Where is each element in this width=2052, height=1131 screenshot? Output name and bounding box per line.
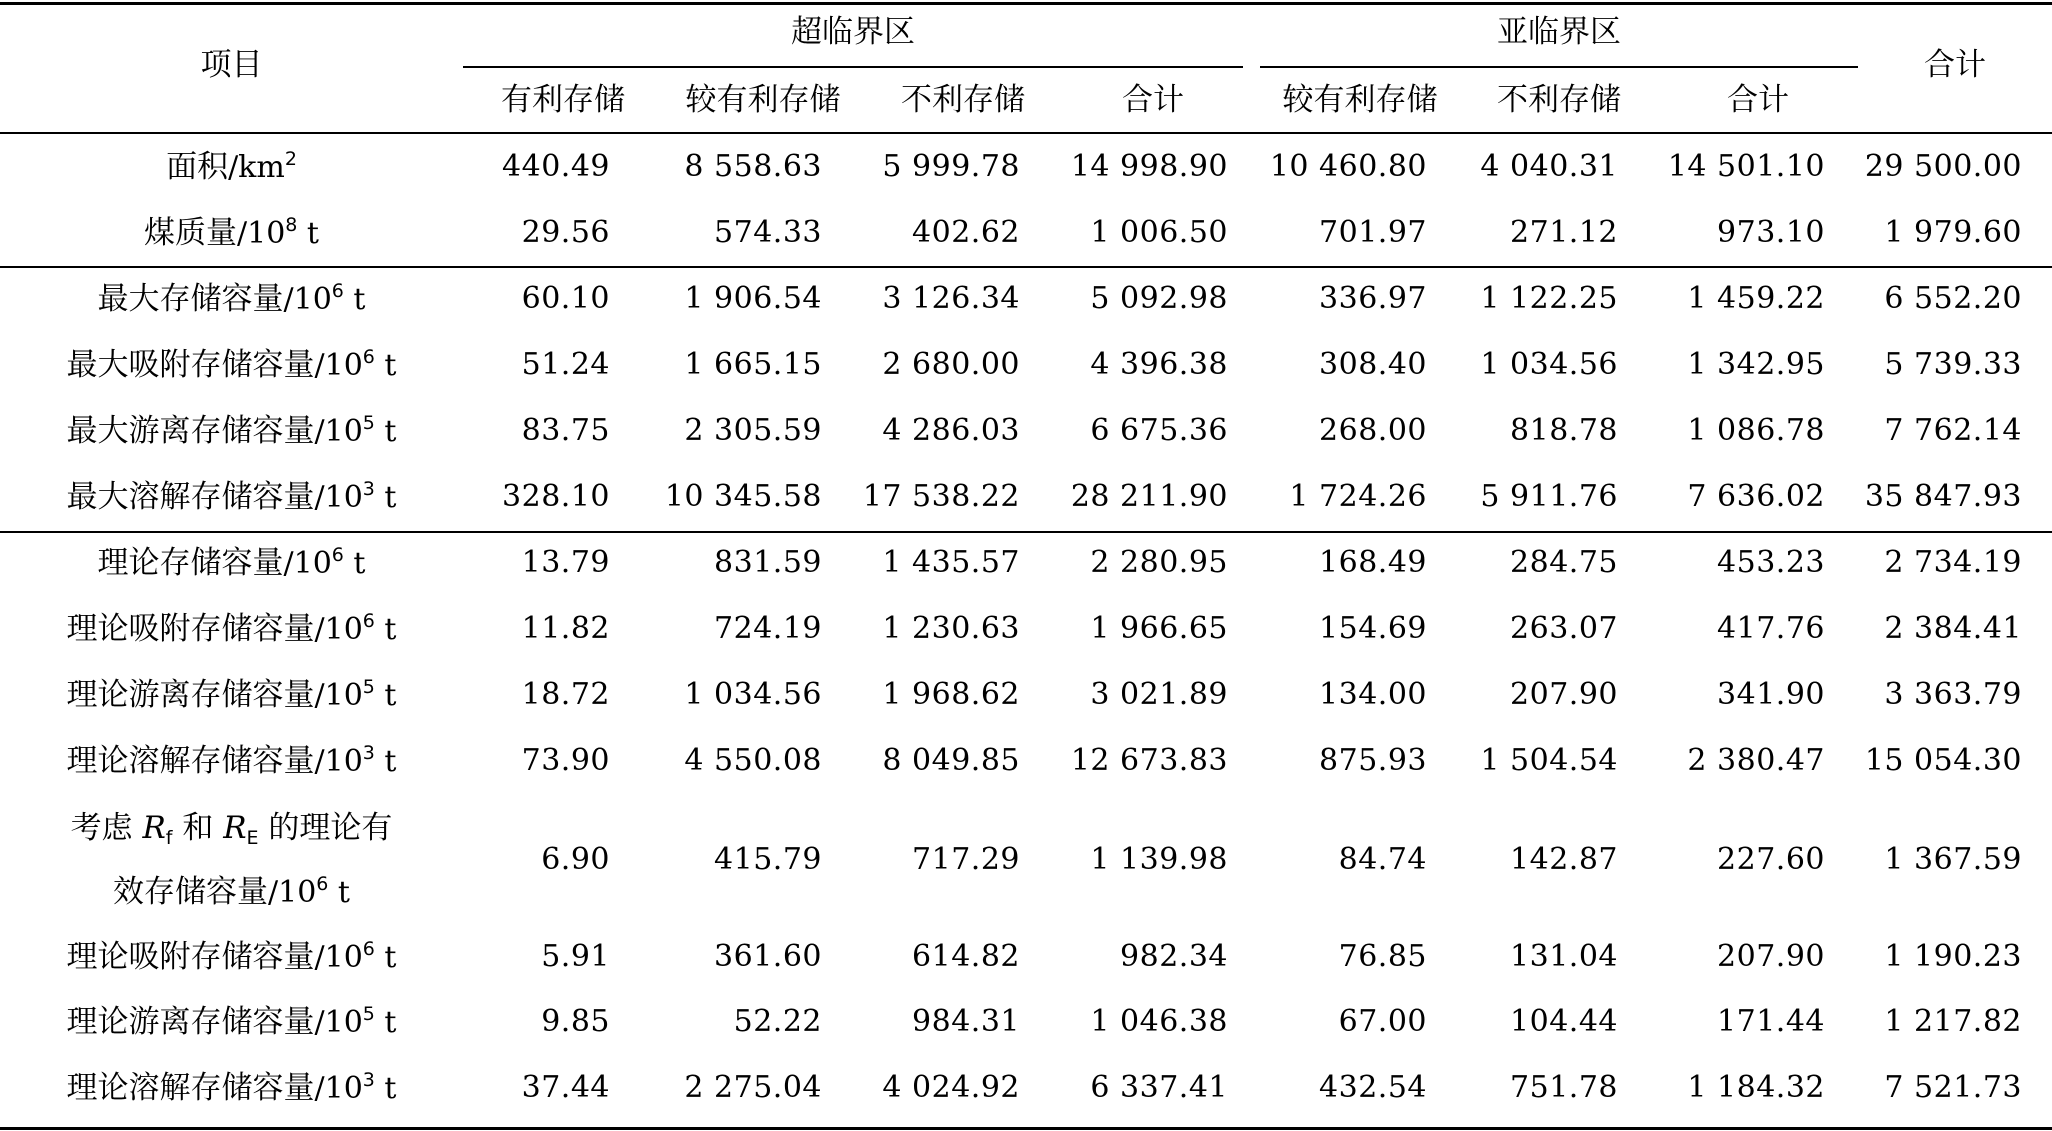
table-cell: 131.04 [1510, 939, 1618, 974]
table-cell: 271.12 [1510, 215, 1618, 250]
table-cell: 1 979.60 [1884, 215, 2022, 250]
table-cell: 1 086.78 [1687, 413, 1825, 448]
table-cell: 10 460.80 [1269, 149, 1427, 184]
table-cell: 168.49 [1319, 545, 1427, 580]
table-cell: 6 552.20 [1884, 281, 2022, 316]
table-cell: 171.44 [1717, 1004, 1825, 1039]
label-unit: t [343, 546, 366, 581]
table-cell: 1 230.63 [882, 611, 1020, 646]
table-cell: 6 337.41 [1090, 1070, 1228, 1105]
label-exponent: 5 [362, 1003, 375, 1025]
table-cell: 1 139.98 [1090, 842, 1228, 877]
label-unit: /10 [283, 282, 332, 317]
label-text: 煤质量 [144, 215, 238, 251]
table-cell: 973.10 [1717, 215, 1825, 250]
table-cell: 6 675.36 [1090, 413, 1228, 448]
table-cell: 1 968.62 [882, 677, 1020, 712]
label-text: 理论游离存储容量 [66, 1004, 315, 1040]
header-total: 合计 [1924, 47, 1986, 83]
label-text: 的理论有 [258, 810, 393, 846]
table-cell: 308.40 [1319, 347, 1427, 382]
table-cell: 4 040.31 [1480, 149, 1618, 184]
label-exponent: 6 [331, 544, 344, 566]
table-cell: 1 342.95 [1687, 347, 1825, 382]
table-cell: 4 396.38 [1090, 347, 1228, 382]
table-cell: 10 345.58 [664, 479, 822, 514]
table-cell: 361.60 [714, 939, 822, 974]
table-cell: 7 762.14 [1884, 413, 2022, 448]
table-cell: 1 459.22 [1687, 281, 1825, 316]
table-cell: 28 211.90 [1070, 479, 1228, 514]
label-exponent: 2 [284, 148, 297, 170]
top-rule [0, 2, 2052, 5]
table-cell: 724.19 [714, 611, 822, 646]
table-cell: 3 363.79 [1884, 677, 2022, 712]
label-unit: /10 [314, 744, 363, 779]
label-unit: /10 [314, 414, 363, 449]
table-cell: 37.44 [521, 1070, 610, 1105]
table-cell: 17 538.22 [862, 479, 1020, 514]
table-cell: 717.29 [912, 842, 1020, 877]
label-exponent: 3 [362, 1069, 375, 1091]
r-f-symbol: R [142, 810, 166, 846]
table-cell: 2 734.19 [1884, 545, 2022, 580]
table-cell: 875.93 [1319, 743, 1427, 778]
table-cell: 402.62 [912, 215, 1020, 250]
header-sub-col-3: 合计 [1727, 82, 1789, 118]
label-unit: /10 [314, 480, 363, 515]
label-unit: t [374, 744, 397, 779]
table-cell: 207.90 [1510, 677, 1618, 712]
table-cell: 614.82 [912, 939, 1020, 974]
label-text: 最大存储容量 [97, 281, 284, 317]
table-cell: 14 998.90 [1070, 149, 1228, 184]
label-text: 最大溶解存储容量 [66, 479, 315, 515]
label-unit: t [343, 282, 366, 317]
table-cell: 7 636.02 [1687, 479, 1825, 514]
table-cell: 5 739.33 [1884, 347, 2022, 382]
table-cell: 415.79 [714, 842, 822, 877]
label-unit: t [374, 414, 397, 449]
table-cell: 1 006.50 [1090, 215, 1228, 250]
table-cell: 417.76 [1717, 611, 1825, 646]
table-cell: 5 911.76 [1480, 479, 1618, 514]
table-cell: 8 049.85 [882, 743, 1020, 778]
table-cell: 751.78 [1510, 1070, 1618, 1105]
label-unit: t [374, 348, 397, 383]
table-cell: 3 126.34 [882, 281, 1020, 316]
r-f-subscript: f [165, 827, 173, 849]
bottom-rule [0, 1127, 2052, 1130]
table-cell: 29.56 [521, 215, 610, 250]
header-super-col-1: 有利存储 [501, 82, 625, 118]
label-unit: /10 [314, 348, 363, 383]
label-text: 理论溶解存储容量 [66, 1070, 315, 1106]
table-cell: 2 380.47 [1687, 743, 1825, 778]
table-cell: 9.85 [541, 1004, 610, 1039]
label-unit: /10 [268, 875, 317, 910]
table-cell: 1 665.15 [684, 347, 822, 382]
label-unit: t [374, 1071, 397, 1106]
table-cell: 1 504.54 [1480, 743, 1618, 778]
label-unit: /10 [314, 1005, 363, 1040]
table-cell: 1 034.56 [1480, 347, 1618, 382]
table-cell: 227.60 [1717, 842, 1825, 877]
table-cell: 18.72 [521, 677, 610, 712]
label-unit: /10 [314, 940, 363, 975]
header-item: 项目 [200, 47, 263, 83]
table-cell: 13.79 [521, 545, 610, 580]
label-unit: /10 [283, 546, 332, 581]
header-sub-col-2: 不利存储 [1497, 82, 1621, 118]
label-unit: /km [228, 150, 285, 185]
supercritical-underline [463, 66, 1243, 68]
table-cell: 984.31 [912, 1004, 1020, 1039]
table-cell: 207.90 [1717, 939, 1825, 974]
label-exponent: 6 [331, 280, 344, 302]
r-e-symbol: R [223, 810, 247, 846]
label-exponent: 6 [362, 610, 375, 632]
table-cell: 284.75 [1510, 545, 1618, 580]
label-exponent: 6 [362, 346, 375, 368]
table-cell: 574.33 [714, 215, 822, 250]
table-cell: 268.00 [1319, 413, 1427, 448]
row-label-line1 [0, 810, 463, 849]
table-cell: 341.90 [1717, 677, 1825, 712]
label-unit: t [374, 1005, 397, 1040]
header-bottom-rule [0, 132, 2052, 134]
label-unit: /10 [314, 612, 363, 647]
table-cell: 29 500.00 [1864, 149, 2022, 184]
table-cell: 4 550.08 [684, 743, 822, 778]
table-cell: 453.23 [1717, 545, 1825, 580]
table-cell: 1 435.57 [882, 545, 1020, 580]
table-cell: 1 184.32 [1687, 1070, 1825, 1105]
header-subcritical: 亚临界区 [1497, 14, 1621, 50]
label-exponent: 6 [362, 938, 375, 960]
table-cell: 8 558.63 [684, 149, 822, 184]
table-cell: 4 286.03 [882, 413, 1020, 448]
table-cell: 84.74 [1338, 842, 1427, 877]
table-cell: 6.90 [541, 842, 610, 877]
label-exponent: 5 [362, 412, 375, 434]
label-text: 考虑 [70, 810, 143, 846]
table-cell: 1 966.65 [1090, 611, 1228, 646]
label-exponent: 5 [362, 676, 375, 698]
table-cell: 52.22 [733, 1004, 822, 1039]
label-unit: /10 [237, 216, 286, 251]
table-cell: 7 521.73 [1884, 1070, 2022, 1105]
table-cell: 76.85 [1338, 939, 1427, 974]
label-text: 理论存储容量 [97, 545, 284, 581]
table-cell: 432.54 [1319, 1070, 1427, 1105]
header-supercritical: 超临界区 [791, 14, 915, 50]
table-cell: 1 367.59 [1884, 842, 2022, 877]
table-cell: 134.00 [1319, 677, 1427, 712]
group-divider-1 [0, 266, 2052, 268]
table-cell: 1 046.38 [1090, 1004, 1228, 1039]
table-cell: 5.91 [541, 939, 610, 974]
label-exponent: 8 [285, 214, 298, 236]
header-super-col-2: 较有利存储 [685, 82, 841, 118]
header-super-col-3: 不利存储 [901, 82, 1025, 118]
table-cell: 5 999.78 [882, 149, 1020, 184]
label-text: 效存储容量 [113, 874, 269, 910]
label-unit: t [374, 612, 397, 647]
table-cell: 1 122.25 [1480, 281, 1618, 316]
table-cell: 831.59 [714, 545, 822, 580]
label-text: 理论溶解存储容量 [66, 743, 315, 779]
table-cell: 104.44 [1510, 1004, 1618, 1039]
table-cell: 5 092.98 [1090, 281, 1228, 316]
table-cell: 4 024.92 [882, 1070, 1020, 1105]
table-cell: 1 906.54 [684, 281, 822, 316]
table-cell: 336.97 [1319, 281, 1427, 316]
header-super-col-4: 合计 [1122, 82, 1184, 118]
table-cell: 83.75 [521, 413, 610, 448]
table-cell: 154.69 [1319, 611, 1427, 646]
re-subscript: E [246, 827, 259, 849]
table-cell: 1 724.26 [1289, 479, 1427, 514]
table-cell: 3 021.89 [1090, 677, 1228, 712]
subcritical-underline [1260, 66, 1858, 68]
label-text: 理论游离存储容量 [66, 677, 315, 713]
label-text: 最大游离存储容量 [66, 413, 315, 449]
table-cell: 11.82 [521, 611, 610, 646]
table-cell: 263.07 [1510, 611, 1618, 646]
table-cell: 2 275.04 [684, 1070, 822, 1105]
table-cell: 2 384.41 [1884, 611, 2022, 646]
label-unit: /10 [314, 1071, 363, 1106]
table-cell: 142.87 [1510, 842, 1618, 877]
label-text: 理论吸附存储容量 [66, 939, 315, 975]
table-cell: 2 280.95 [1090, 545, 1228, 580]
table-cell: 73.90 [521, 743, 610, 778]
label-exponent: 6 [316, 873, 329, 895]
label-text: 理论吸附存储容量 [66, 611, 315, 647]
group-divider-2 [0, 531, 2052, 533]
label-unit: /10 [314, 678, 363, 713]
table-cell: 60.10 [521, 281, 610, 316]
table-cell: 982.34 [1120, 939, 1228, 974]
label-unit: t [374, 678, 397, 713]
header-sub-col-1: 较有利存储 [1282, 82, 1438, 118]
label-exponent: 3 [362, 478, 375, 500]
label-text: 和 [172, 810, 224, 846]
row-label-line2 [0, 874, 463, 911]
table-cell: 14 501.10 [1667, 149, 1825, 184]
label-unit: t [374, 480, 397, 515]
table-cell: 701.97 [1319, 215, 1427, 250]
table-cell: 12 673.83 [1070, 743, 1228, 778]
label-text: 最大吸附存储容量 [66, 347, 315, 383]
table-cell: 1 034.56 [684, 677, 822, 712]
table-cell: 51.24 [521, 347, 610, 382]
table-cell: 67.00 [1338, 1004, 1427, 1039]
table-cell: 35 847.93 [1864, 479, 2022, 514]
label-text: 面积 [166, 149, 229, 185]
label-exponent: 3 [362, 742, 375, 764]
table-cell: 818.78 [1510, 413, 1618, 448]
label-unit: t [328, 875, 350, 910]
table-cell: 1 217.82 [1884, 1004, 2022, 1039]
table-cell: 1 190.23 [1884, 939, 2022, 974]
table-cell: 2 305.59 [684, 413, 822, 448]
label-unit: t [374, 940, 397, 975]
table-cell: 328.10 [502, 479, 610, 514]
table-cell: 440.49 [502, 149, 610, 184]
label-unit: t [297, 216, 319, 251]
table-cell: 15 054.30 [1864, 743, 2022, 778]
table-cell: 2 680.00 [882, 347, 1020, 382]
